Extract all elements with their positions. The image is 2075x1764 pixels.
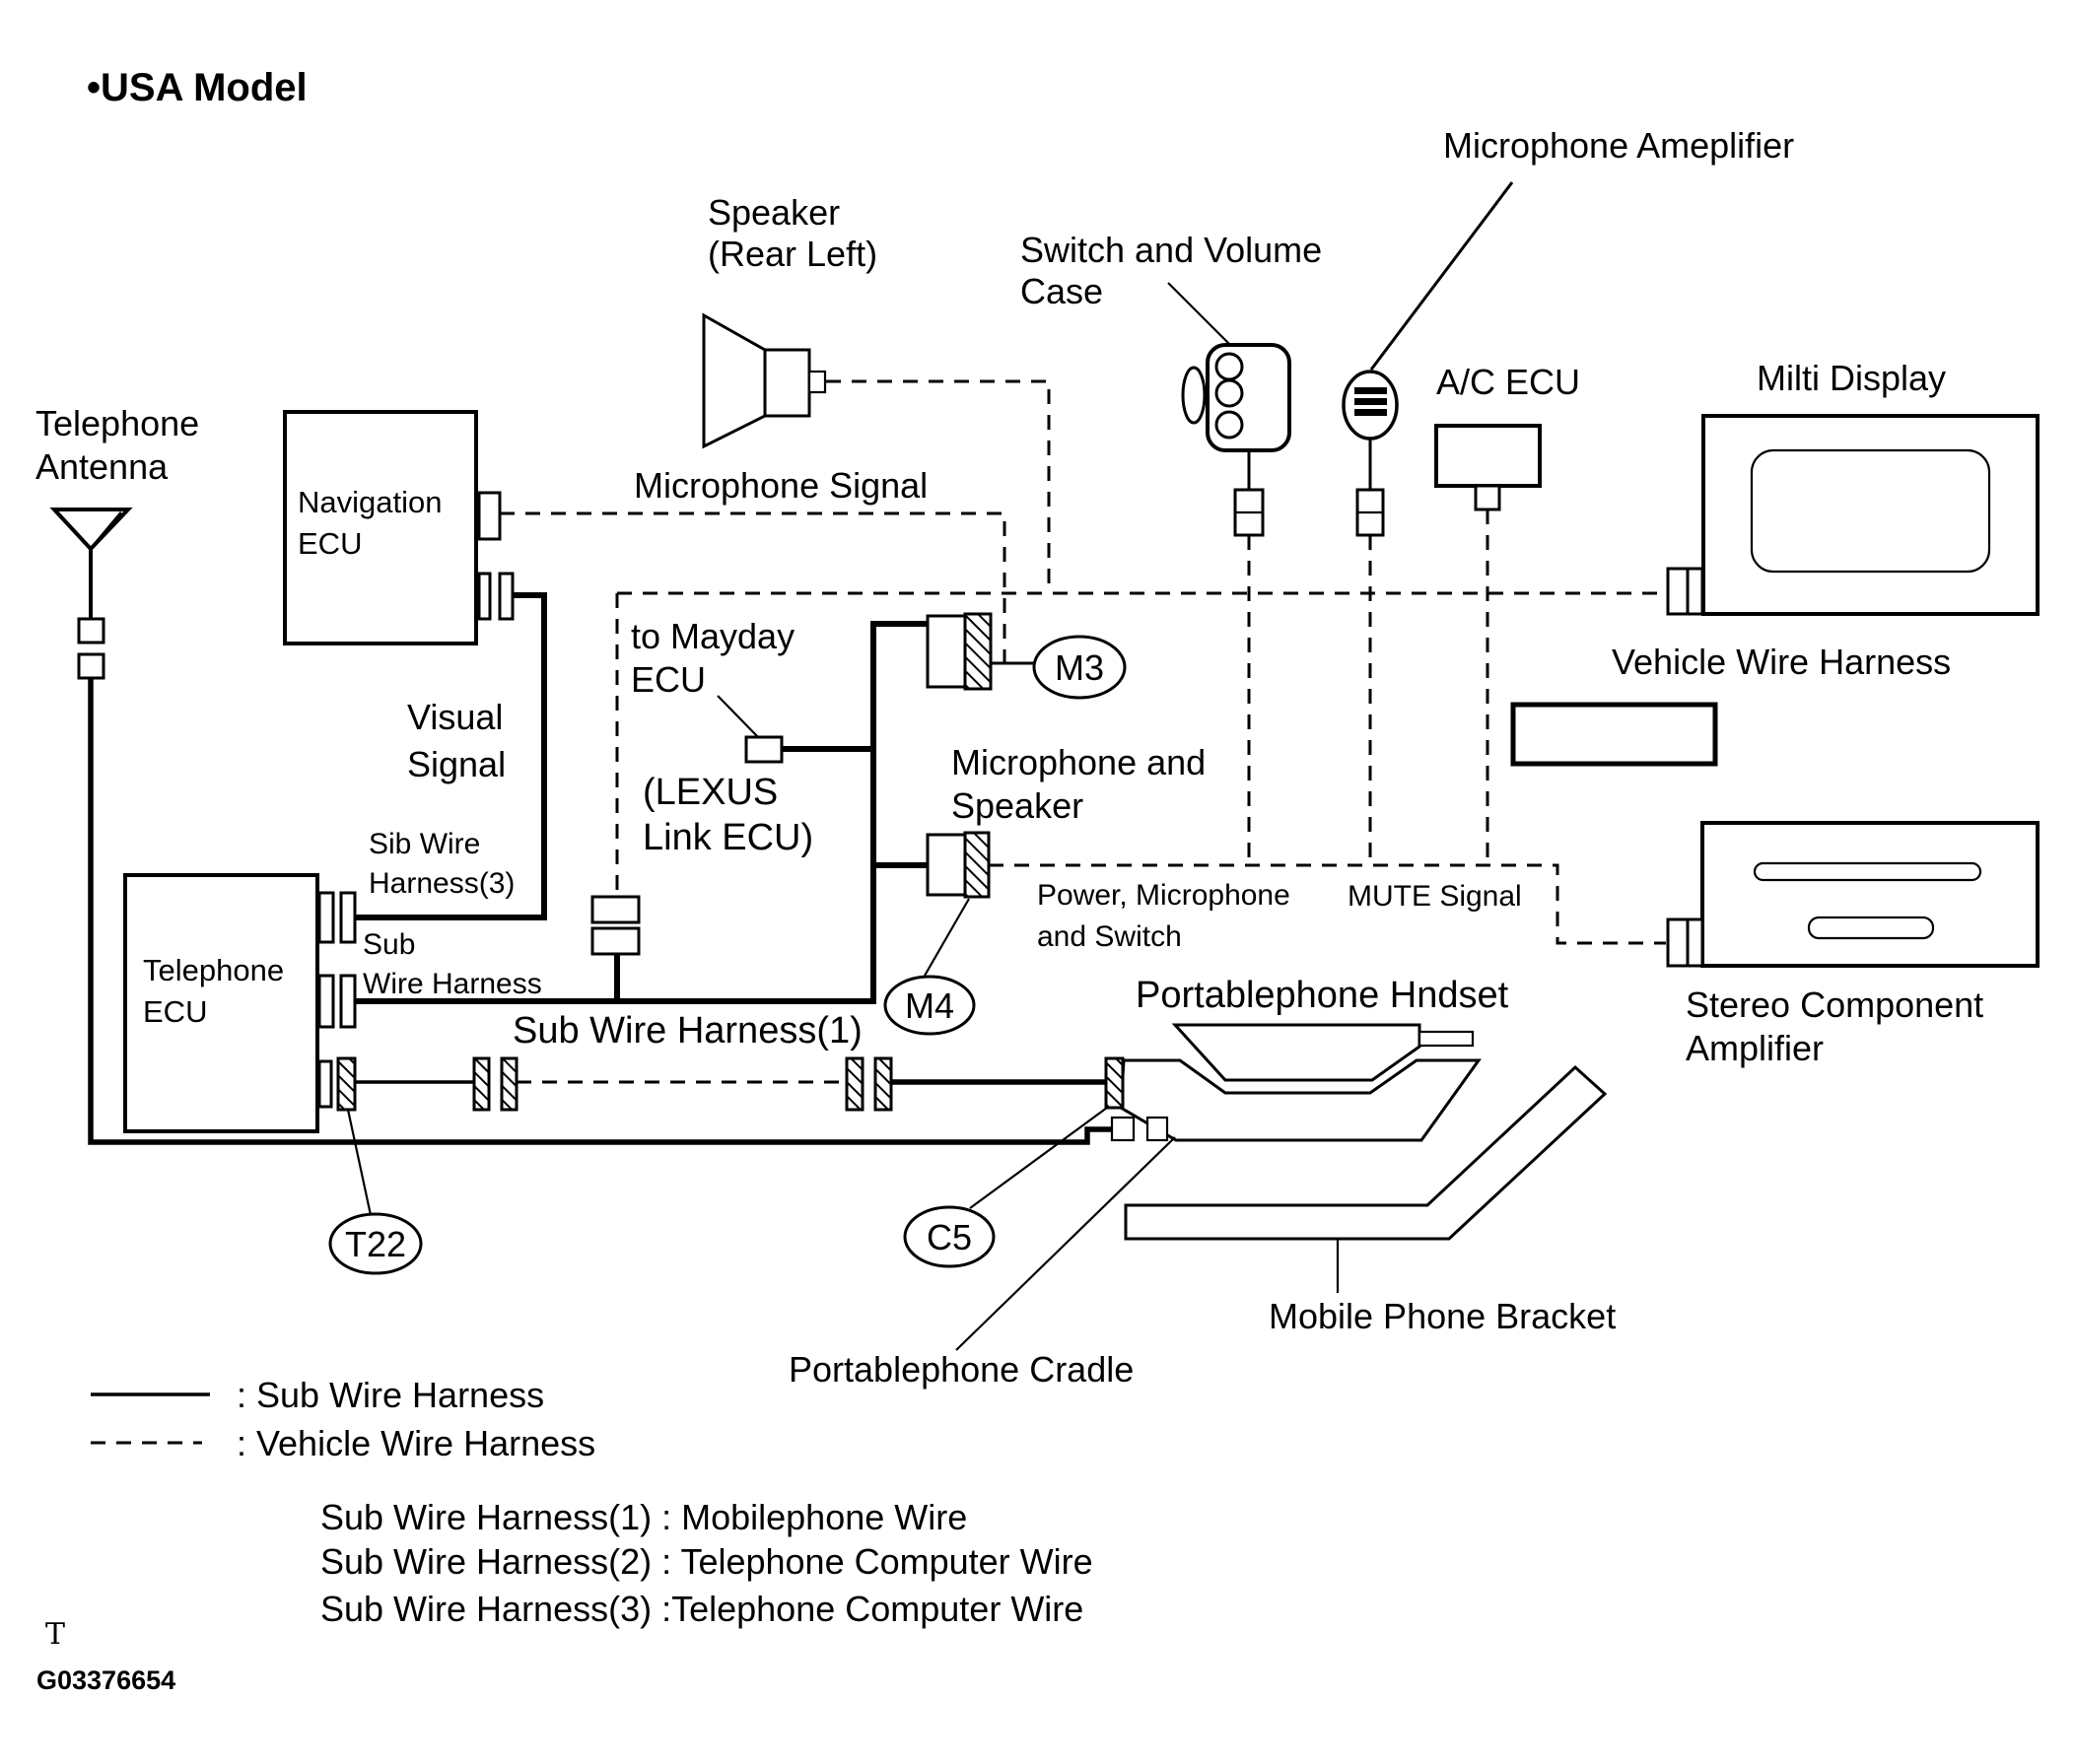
- sib-wire-harness3-label-1: Sib Wire: [369, 828, 481, 860]
- portablephone-cradle-label: Portablephone Cradle: [789, 1349, 1135, 1390]
- multi-display-screen: [1752, 450, 1989, 572]
- m4-pointer-line: [925, 899, 969, 976]
- m3-connector: [965, 614, 991, 689]
- stereo-amplifier-label-2: Amplifier: [1686, 1028, 1825, 1068]
- mayday-ecu: [592, 616, 813, 954]
- cradle-terminal-2: [1147, 1118, 1167, 1140]
- navigation-ecu-connector-bottom-b: [500, 574, 513, 619]
- legend: [91, 1375, 595, 1463]
- stereo-amplifier-connector-b: [1688, 919, 1702, 966]
- navigation-ecu-label-1: Navigation: [298, 485, 443, 519]
- switch-case-button-2: [1216, 380, 1242, 406]
- note-line-2: Sub Wire Harness(2) : Telephone Computer Wire: [320, 1541, 1093, 1582]
- m3-connector-group: [928, 614, 1125, 698]
- telephone-ecu-connector-top-b: [341, 893, 355, 942]
- switch-volume-label-2: Case: [1020, 271, 1104, 311]
- sub-wire-harness1-label: Sub Wire Harness(1): [513, 1010, 863, 1052]
- ac-ecu-connector: [1476, 486, 1499, 509]
- handset-top-shape: [1175, 1025, 1419, 1080]
- telephone-ecu: [125, 875, 355, 1131]
- mayday-inline-connector-1: [592, 897, 639, 922]
- cradle-terminal-1: [1112, 1118, 1134, 1140]
- switch-volume-pointer-line: [1168, 283, 1232, 347]
- sub-wire-harness-label-2: Wire Harness: [363, 968, 542, 1000]
- telephone-ecu-connector-top-a: [319, 893, 333, 942]
- multi-display: [1668, 358, 2038, 614]
- inline-connector-a1: [474, 1058, 489, 1110]
- antenna-connector-2: [79, 654, 104, 678]
- ac-ecu-label: A/C ECU: [1436, 362, 1581, 402]
- microphone-icon-bar-2: [1354, 398, 1387, 405]
- switch-and-volume-case: [1020, 230, 1322, 535]
- note-line-3: Sub Wire Harness(3) :Telephone Computer Wire: [320, 1589, 1084, 1629]
- telephone-ecu-label-2: ECU: [143, 994, 208, 1029]
- stereo-amplifier-connector-a: [1668, 919, 1688, 966]
- navigation-ecu: [285, 412, 513, 644]
- multi-display-connector-b: [1688, 569, 1702, 614]
- speaker-icon-body: [765, 350, 809, 416]
- legend-dashed-label: : Vehicle Wire Harness: [237, 1423, 596, 1463]
- c5-pointer-line: [970, 1108, 1107, 1208]
- switch-case-button-3: [1216, 412, 1242, 438]
- mayday-pointer-line: [718, 696, 759, 738]
- navigation-ecu-label-2: ECU: [298, 526, 363, 561]
- figure-id: G03376654: [36, 1665, 176, 1695]
- stereo-amplifier-vent-2: [1809, 917, 1933, 938]
- switch-case-side-knob: [1183, 368, 1205, 423]
- t22-connector: [338, 1058, 355, 1110]
- c5-code: C5: [926, 1217, 973, 1257]
- mayday-label-3: (LEXUS: [643, 772, 779, 813]
- mute-signal-label: MUTE Signal: [1348, 880, 1522, 913]
- mayday-connector: [746, 737, 782, 762]
- switch-case-button-1: [1216, 354, 1242, 379]
- telephone-ecu-connector-mid-a: [319, 976, 333, 1027]
- handset-antenna-stub: [1419, 1032, 1473, 1046]
- portablephone-handset-label: Portablephone Hndset: [1136, 975, 1509, 1016]
- microphone-signal-label: Microphone Signal: [634, 465, 929, 506]
- t22-pointer-line: [348, 1110, 371, 1215]
- speaker-rear-left: [704, 192, 877, 446]
- telephone-ecu-connector-mid-b: [341, 976, 355, 1027]
- visual-signal-label-1: Visual: [407, 697, 504, 737]
- visual-signal-label-2: Signal: [407, 744, 507, 784]
- m4-connector-housing: [928, 835, 965, 895]
- diagram-title: •USA Model: [87, 66, 308, 109]
- sub-wire-harness-label-1: Sub: [363, 928, 416, 961]
- legend-solid-label: : Sub Wire Harness: [237, 1375, 545, 1415]
- stereo-amplifier-box: [1702, 823, 2038, 966]
- mobile-phone-bracket-label: Mobile Phone Bracket: [1269, 1296, 1617, 1336]
- stereo-amplifier-vent-1: [1755, 863, 1980, 880]
- notes: [320, 1497, 1093, 1629]
- telephone-ecu-label-1: Telephone: [143, 953, 285, 987]
- navigation-ecu-connector-top: [479, 493, 500, 539]
- speaker-label-1: Speaker: [708, 192, 841, 233]
- m4-connector: [965, 833, 989, 897]
- mayday-label-2: ECU: [631, 659, 707, 700]
- t22-inline-connectors: [474, 1058, 891, 1110]
- speaker-icon-cone: [704, 315, 765, 446]
- note-line-1: Sub Wire Harness(1) : Mobilephone Wire: [320, 1497, 968, 1537]
- antenna-connector-1: [79, 619, 104, 643]
- inline-connector-b2: [875, 1058, 891, 1110]
- multi-display-label: Milti Display: [1757, 358, 1947, 398]
- c5-connector: [1106, 1058, 1123, 1108]
- microphone-speaker-label-1: Microphone and: [951, 742, 1207, 782]
- telephone-antenna: [35, 403, 199, 678]
- ac-ecu: [1436, 362, 1580, 509]
- speaker-label-2: (Rear Left): [708, 234, 878, 274]
- stereo-component-amplifier: [1668, 823, 2038, 1068]
- mayday-label-4: Link ECU): [643, 817, 814, 858]
- ac-ecu-box: [1436, 426, 1540, 486]
- microphone-amplifier-label: Microphone Ameplifier: [1443, 125, 1795, 166]
- multi-display-connector-a: [1668, 569, 1688, 614]
- portablephone-handset: [1106, 975, 1509, 1140]
- vehicle-wire-harness-label: Vehicle Wire Harness: [1612, 642, 1952, 682]
- inline-connector-a2: [502, 1058, 517, 1110]
- switch-volume-label-1: Switch and Volume: [1020, 230, 1323, 270]
- speaker-icon-terminal: [809, 372, 825, 392]
- t22-code: T22: [344, 1224, 407, 1264]
- m3-code: M3: [1054, 647, 1105, 688]
- sib-wire-harness3-label-2: Harness(3): [369, 867, 516, 900]
- telephone-antenna-label-2: Antenna: [35, 446, 169, 487]
- power-mic-switch-label-1: Power, Microphone: [1037, 879, 1290, 912]
- page-mark: T: [45, 1617, 66, 1652]
- microphone-icon-bar-3: [1354, 409, 1387, 416]
- vehicle-wire-harness-box: [1513, 705, 1715, 764]
- telephone-ecu-connector-bot: [319, 1061, 331, 1107]
- stereo-amplifier-label-1: Stereo Component: [1686, 984, 1984, 1025]
- microphone-speaker-label-2: Speaker: [951, 785, 1084, 826]
- mayday-label-1: to Mayday: [631, 616, 795, 656]
- inline-connector-b1: [847, 1058, 863, 1110]
- portablephone-cradle: [789, 1137, 1175, 1390]
- m4-code: M4: [904, 985, 955, 1026]
- telephone-antenna-label-1: Telephone: [35, 403, 200, 443]
- power-mic-switch-label-2: and Switch: [1037, 920, 1182, 953]
- m3-connector-housing: [928, 616, 965, 687]
- navigation-ecu-connector-bottom-a: [479, 574, 490, 619]
- microphone-icon-bar-1: [1354, 387, 1387, 394]
- microphone-amplifier-pointer-line: [1371, 182, 1512, 370]
- mayday-inline-connector-2: [592, 928, 639, 954]
